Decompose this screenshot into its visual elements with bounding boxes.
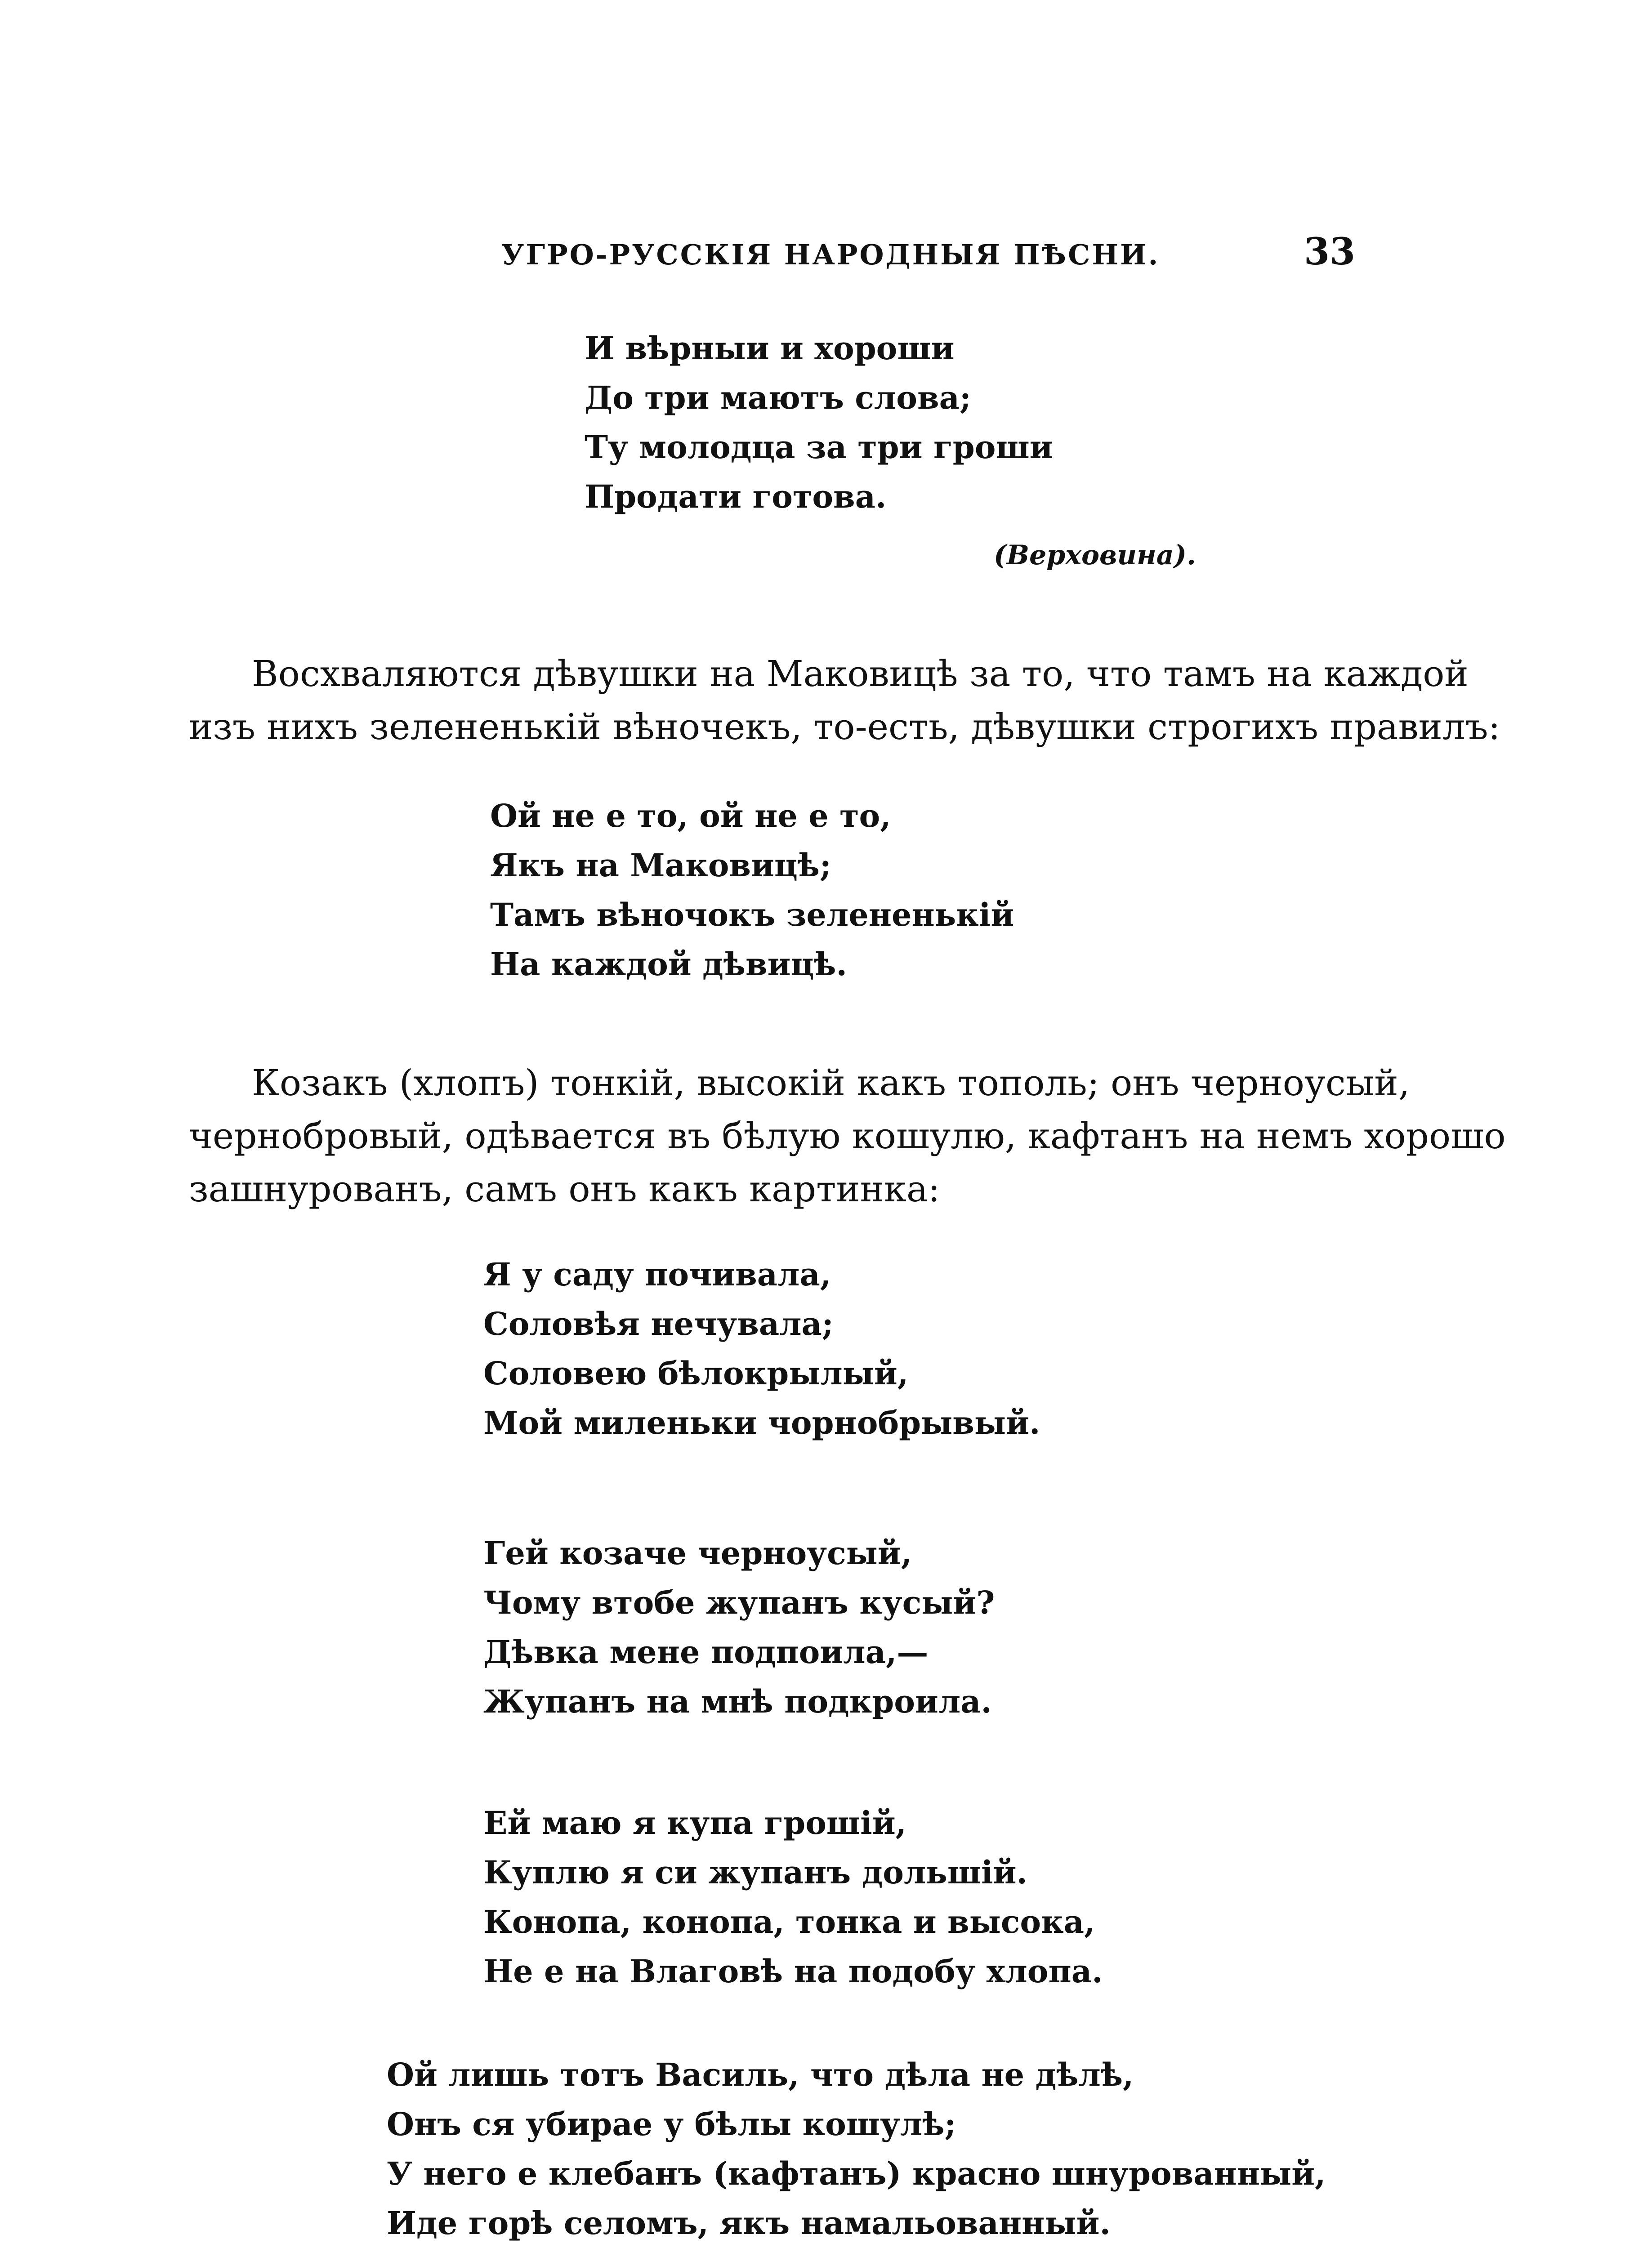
verse-line: Ту молодца за три гроши	[585, 428, 1053, 466]
verse-line: Иде горѣ селомъ, якъ намальованный.	[387, 2204, 1111, 2242]
verse-line: Я у саду почивала,	[483, 1256, 831, 1293]
verse-line: Куплю я си жупанъ дольшій.	[483, 1854, 1027, 1891]
verse-stanza-1	[585, 324, 1053, 522]
verse-line: Тамъ вѣночокъ зелененькій	[490, 896, 1014, 933]
verse-line: Якъ на Маковицѣ;	[490, 847, 831, 884]
verse-stanza-4	[483, 1529, 995, 1726]
prose-paragraph-1	[189, 647, 1500, 754]
verse-stanza-6	[387, 2050, 1326, 2248]
verse-stanza-2	[490, 791, 1014, 989]
prose-line: изъ нихъ зелененькій вѣночекъ, то-есть, дѣвушки строгихъ правилъ:	[189, 706, 1500, 748]
verse-line: Продати готова.	[585, 478, 887, 515]
verse-line: Ой лишь тотъ Василь, что дѣла не дѣлѣ,	[387, 2056, 1134, 2093]
prose-line: чернобровый, одѣвается въ бѣлую кошулю, кафтанъ на немъ хорошо	[189, 1115, 1506, 1157]
prose-line: Восхваляются дѣвушки на Маковицѣ за то, что тамъ на каждой	[252, 653, 1469, 695]
verse-line: Соловѣя нечувала;	[483, 1305, 834, 1343]
verse-line: Ой не е то, ой не е то,	[490, 797, 891, 834]
verse-line: Соловею бѣлокрылый,	[483, 1355, 909, 1392]
verse-line: До три маютъ слова;	[585, 379, 971, 416]
verse-line: Ей маю я купа грошій,	[483, 1804, 907, 1842]
prose-line: зашнурованъ, самъ онъ какъ картинка:	[189, 1168, 940, 1210]
verse-line: Гей козаче черноусый,	[483, 1534, 912, 1572]
verse-line: У него е клебанъ (кафтанъ) красно шнурованный,	[387, 2155, 1326, 2192]
running-header-title: УГРО-РУССКІЯ НАРОДНЫЯ ПѢСНИ.	[501, 238, 1160, 271]
verse-line: На каждой дѣвицѣ.	[490, 946, 847, 983]
verse-stanza-5	[483, 1798, 1103, 1996]
prose-line: Козакъ (хлопъ) тонкій, высокій какъ тополь; онъ черноусый,	[252, 1062, 1410, 1104]
verse-line: Мой миленьки чорнобрывый.	[483, 1404, 1040, 1441]
page-number: 33	[1304, 230, 1356, 273]
verse-stanza-3	[483, 1250, 1040, 1448]
verse-line: Онъ ся убирае у бѣлы кошулѣ;	[387, 2105, 956, 2143]
verse-line: Жупанъ на мнѣ подкроила.	[483, 1683, 992, 1720]
verse-line: Чому втобе жупанъ кусый?	[483, 1584, 995, 1621]
verse-line: Не е на Влаговѣ на подобу хлопа.	[483, 1953, 1103, 1990]
source-attribution: (Верховина).	[994, 540, 1196, 571]
verse-line: Дѣвка мене подпоила,—	[483, 1633, 929, 1671]
prose-paragraph-2	[189, 1057, 1506, 1216]
verse-line: Конопа, конопа, тонка и высока,	[483, 1903, 1095, 1940]
verse-line: И вѣрныи и хороши	[585, 330, 955, 367]
